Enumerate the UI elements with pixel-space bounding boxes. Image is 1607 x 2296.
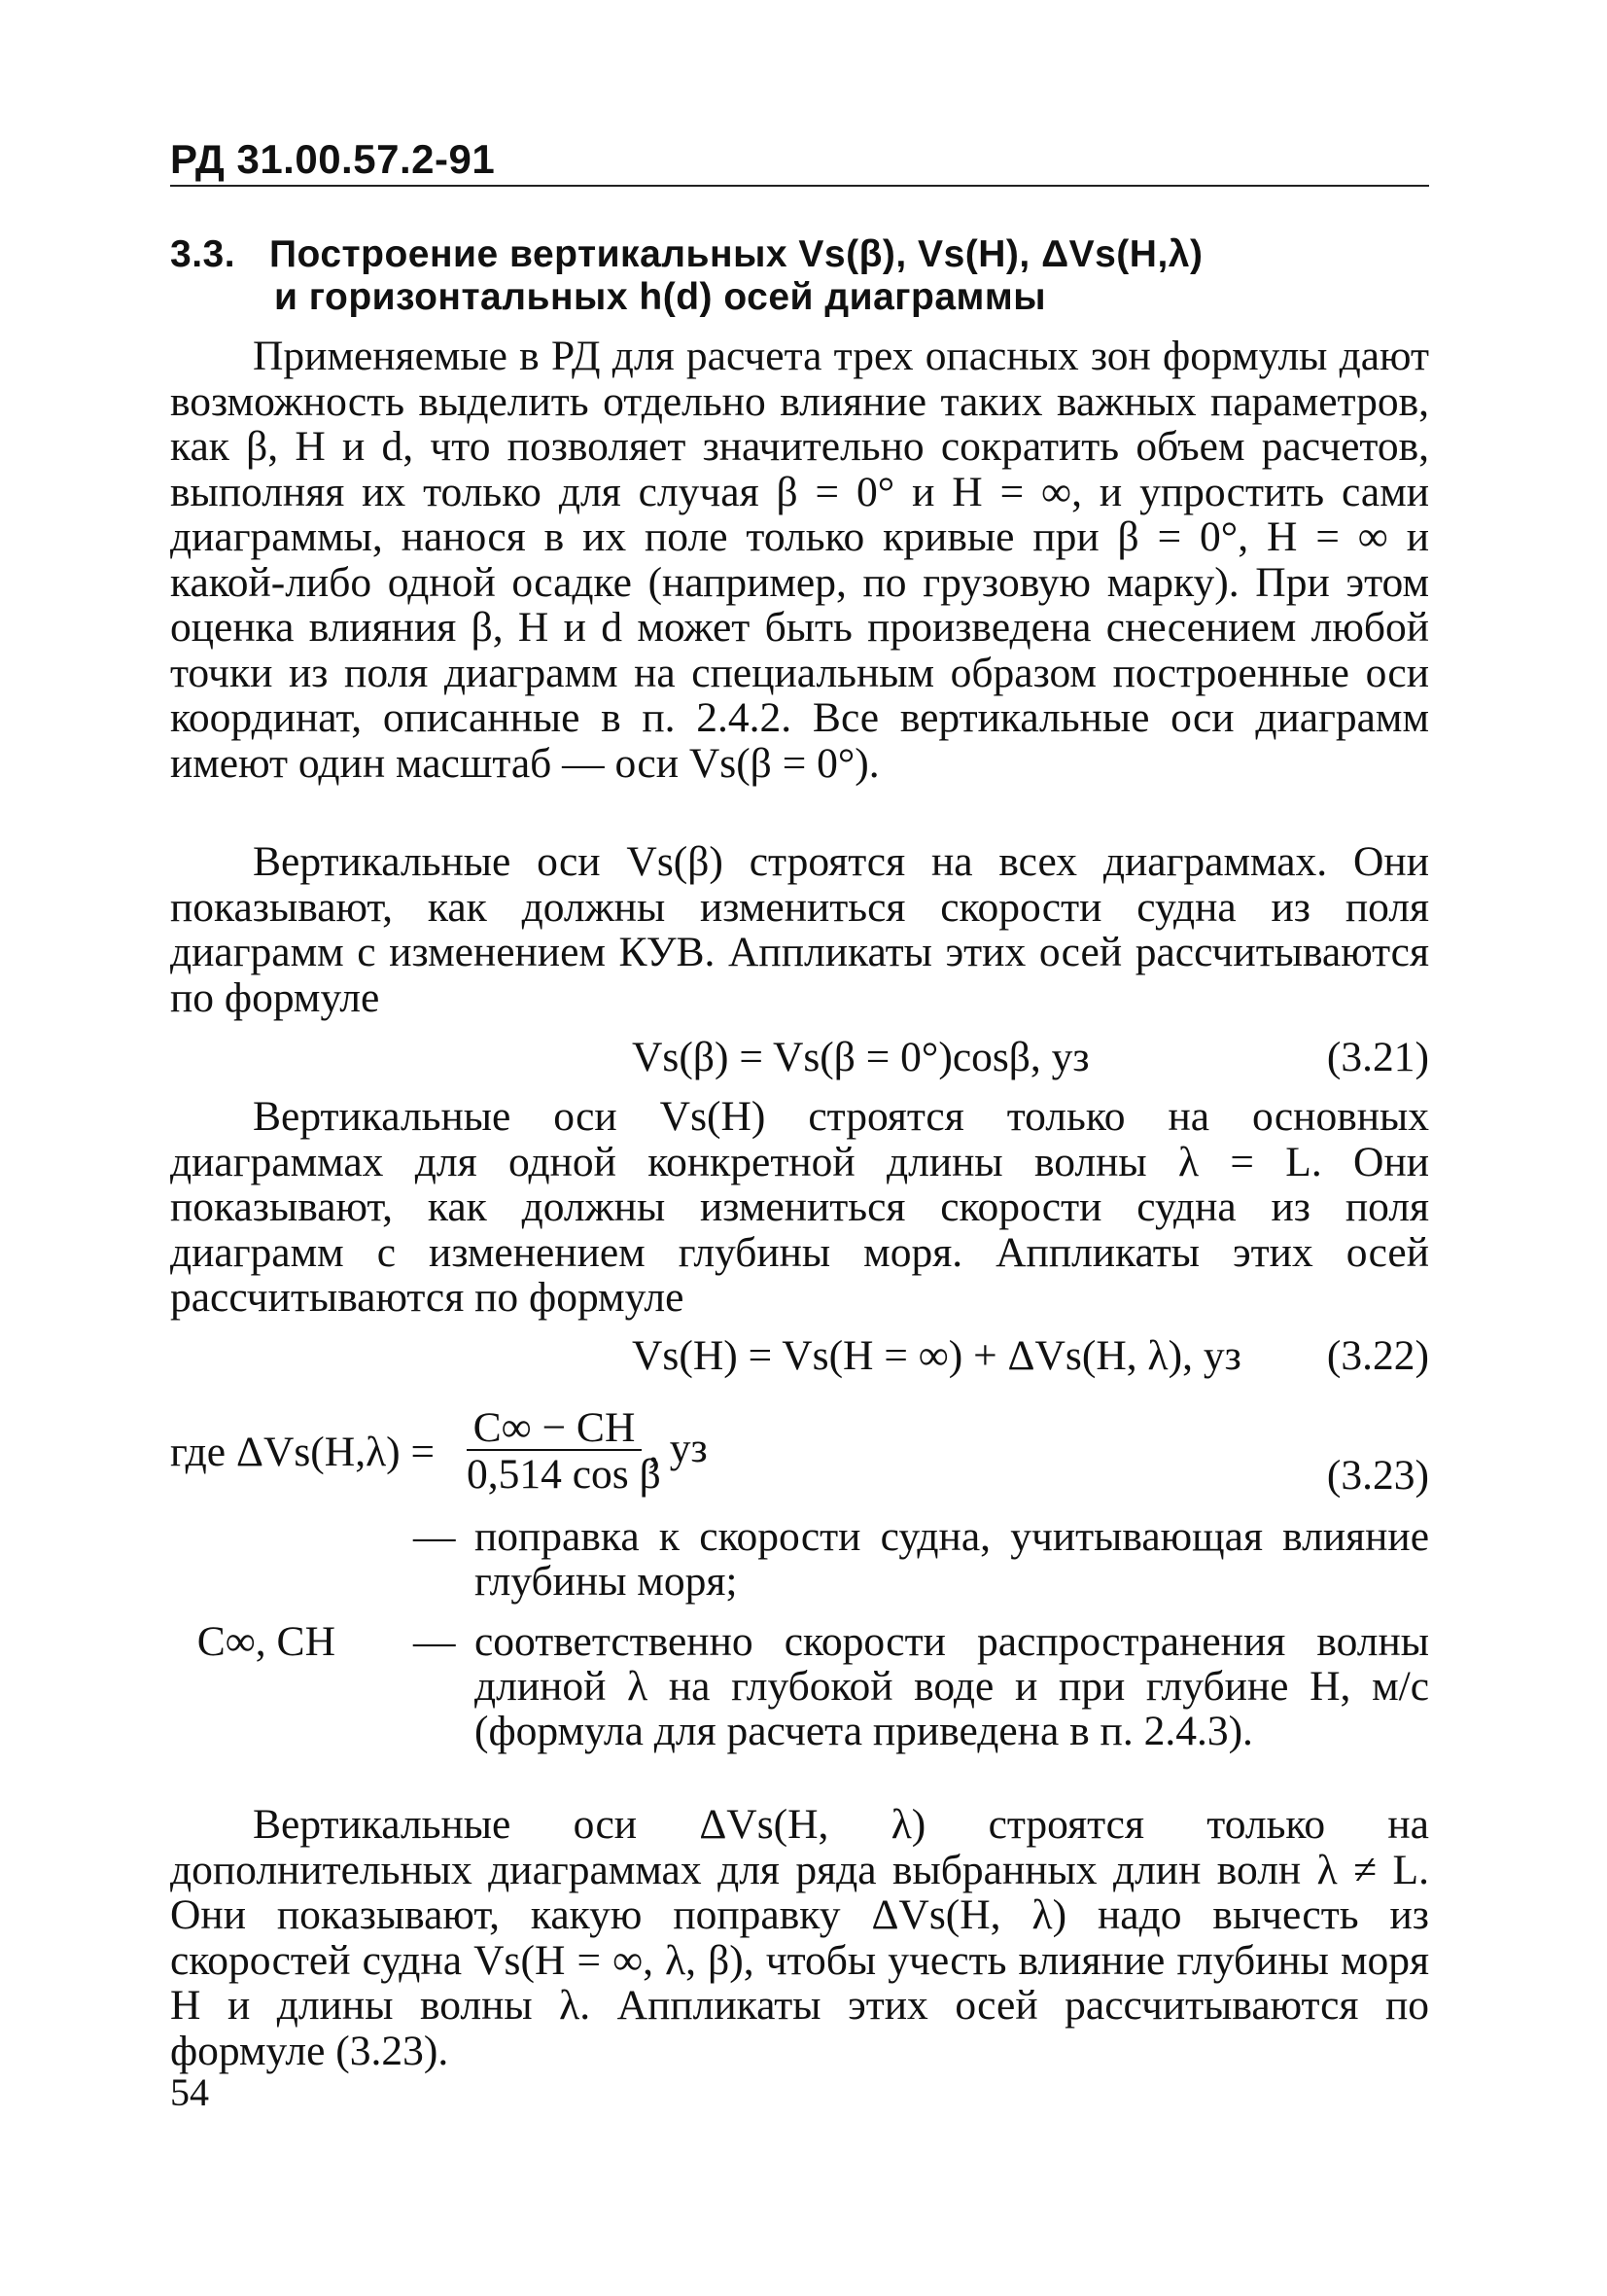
paragraph-3 <box>170 1094 1429 1321</box>
equation-3-22 <box>170 1332 1429 1379</box>
definition-dash: — <box>413 1513 456 1560</box>
equation-3-21 <box>170 1034 1429 1080</box>
paragraph-2-text: Вертикальные оси Vs(β) строятся на всех диаграммах. Они показывают, как должны измениться скорости судна из поля диаграмм с изменением КУВ. Аппликаты этих осей рассчитываются по формуле <box>170 838 1429 1021</box>
page-number: 54 <box>170 2070 209 2114</box>
definition-wave-speeds <box>170 1619 1429 1753</box>
section-title-line1: Построение вертикальных Vs(β), Vs(H), ΔVs(H,λ) <box>269 233 1204 275</box>
equation-3-23-unit: , уз <box>648 1425 708 1471</box>
section-title-line2: и горизонтальных h(d) осей диаграммы <box>274 276 1047 318</box>
paragraph-3-text: Вертикальные оси Vs(H) строятся только на основных диаграммах для одной конкретной длины волны λ = L. Они показывают, как должны измениться скорости судна из поля диаграмм с изменением глубины моря. Аппликаты этих осей рассчитываются по формуле <box>170 1093 1429 1321</box>
definition-dash: — <box>413 1618 456 1665</box>
paragraph-1-text: Применяемые в РД для расчета трех опасных зон формулы дают возможность выделить отдельно влияние таких важных параметров, как β, H и d, что позволяет значительно сократить объем расчетов, выполняя их только для случая β = 0° и H = ∞, и упростить сами диаграммы, нанося в их поле только кривые при β = 0°, H = ∞ и какой-либо одной осадке (например, по грузовую марку). При этом оценка влияния β, H и d может быть произведена снесением любой точки из поля диаграмм на специальным образом построенные оси координат, описанные в п. 2.4.2. Все вертикальные оси диаграмм имеют один масштаб — оси Vs(β = 0°). <box>170 333 1429 787</box>
definition-text: поправка к скорости судна, учитывающая влияние глубины моря; <box>474 1513 1429 1605</box>
equation-3-21-tag: (3.21) <box>1326 1034 1429 1080</box>
paragraph-1 <box>170 334 1429 786</box>
equation-3-22-formula: Vs(H) = Vs(H = ∞) + ΔVs(H, λ), уз <box>632 1332 1241 1379</box>
equation-3-21-formula: Vs(β) = Vs(β = 0°)cosβ, уз <box>632 1034 1090 1080</box>
equation-3-23-lead: где ΔVs(H,λ) = <box>170 1429 436 1475</box>
equation-3-23 <box>170 1400 1429 1507</box>
document-code-header: РД 31.00.57.2-91 <box>170 136 496 182</box>
equation-3-23-numerator: C∞ − CH <box>467 1400 642 1451</box>
equation-3-23-fraction <box>467 1400 661 1498</box>
equation-3-22-tag: (3.22) <box>1326 1332 1429 1379</box>
equation-3-23-denominator: 0,514 cos β <box>467 1451 661 1498</box>
paragraph-4-text: Вертикальные оси ΔVs(H, λ) строятся только на дополнительных диаграммах для ряда выбранных длин волн λ ≠ L. Они показывают, какую поправку ΔVs(H, λ) надо вычесть из скоростей судна Vs(H = ∞, λ, β), чтобы учесть влияние глубины моря H и длины волны λ. Аппликаты этих осей рассчитываются по формуле (3.23). <box>170 1801 1429 2074</box>
section-number: 3.3. <box>170 233 236 275</box>
paragraph-2 <box>170 839 1429 1020</box>
equation-3-23-tag: (3.23) <box>1326 1452 1429 1499</box>
section-heading <box>170 233 1434 319</box>
definition-term: C∞, CH <box>196 1618 335 1665</box>
definition-correction <box>170 1514 1429 1604</box>
definition-text: соответственно скорости распространения волны длиной λ на глубокой воде и при глубине H, м/с (формула для расчета приведена в п. 2.4.3). <box>474 1618 1429 1754</box>
paragraph-4 <box>170 1802 1429 2073</box>
header-rule <box>170 185 1429 187</box>
